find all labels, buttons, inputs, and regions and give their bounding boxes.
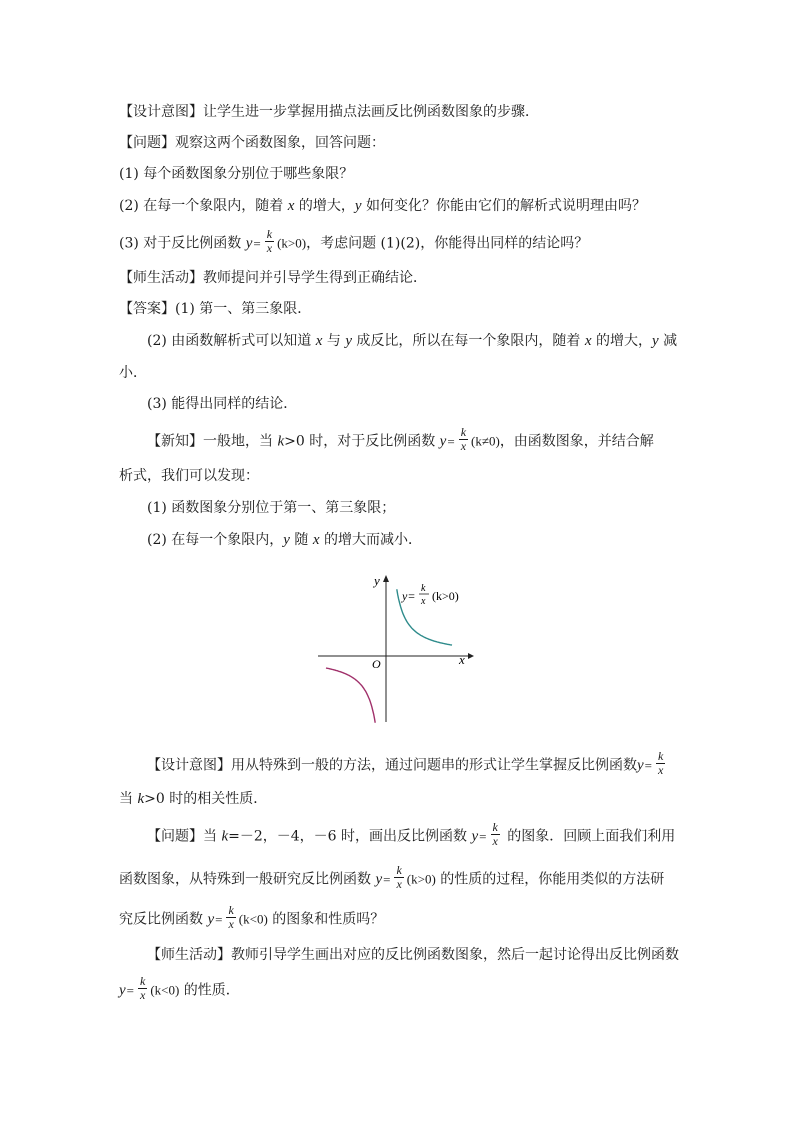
question-item-2: (2) 在每一个象限内，随着 x 的增大，y 如何变化？你能由它们的解析式说明理由吗？ bbox=[119, 198, 646, 214]
fraction: $\frac{k}{x}$ bbox=[140, 974, 146, 1002]
answer-1: 【答案】(1) 第一、第三象限． bbox=[119, 301, 312, 317]
property-2: (2) 在每一个象限内，y 随 x 的增大而减小． bbox=[147, 532, 422, 548]
fraction: $\frac{k}{x}$ bbox=[658, 749, 664, 777]
section-tag: 【师生活动】 bbox=[147, 947, 231, 963]
section-tag: 【问题】 bbox=[119, 135, 175, 151]
section-tag: 【问题】 bbox=[147, 828, 203, 845]
question-item-1: (1) 每个函数图象分别位于哪些象限？ bbox=[119, 166, 354, 182]
y-axis-arrow bbox=[383, 575, 389, 582]
section-tag: 【答案】 bbox=[119, 301, 175, 317]
section-tag: 【设计意图】 bbox=[119, 104, 203, 120]
design-intent-2-cont: 当 k>0 时的相关性质． bbox=[119, 791, 268, 807]
x-axis-label: x bbox=[459, 652, 465, 667]
fraction: $\frac{k}{x}$ bbox=[396, 863, 402, 891]
y-axis-label: y bbox=[374, 573, 380, 588]
curve-label bbox=[401, 583, 459, 607]
teacher-activity-2-cont: y= $\frac{k}{x}$ (k<0) 的性质． bbox=[119, 974, 240, 1002]
property-1: (1) 函数图象分别位于第一、第三象限； bbox=[147, 500, 396, 516]
x-axis-arrow bbox=[468, 653, 474, 659]
hyperbola-graph bbox=[318, 572, 478, 724]
design-intent-1 bbox=[119, 101, 679, 123]
formula: y bbox=[207, 911, 215, 928]
svg-text:x: x bbox=[421, 596, 426, 607]
formula: y bbox=[245, 235, 253, 252]
question-2-cont-2: 究反比例函数 y= $\frac{k}{x}$ (k<0) 的图象和性质吗？ bbox=[119, 903, 385, 931]
new-knowledge: 【新知】一般地，当 k>0 时，对于反比例函数 y= $\frac{k}{x}$ (k≠0)，由函数图象，并结合解 bbox=[147, 425, 654, 453]
question-item-3: (3) 对于反比例函数 y= $\frac{k}{x}$ (k>0)，考虑问题 (1)(2)，你能得出同样的结论吗？ bbox=[119, 227, 589, 255]
svg-text:y=: y= bbox=[402, 589, 416, 603]
teacher-activity-1: 【师生活动】教师提问并引导学生得到正确结论． bbox=[119, 270, 427, 286]
teacher-activity-2: 【师生活动】教师引导学生画出对应的反比例函数图象，然后一起讨论得出反比例函数 bbox=[147, 947, 679, 963]
section-tag: 【设计意图】 bbox=[147, 757, 231, 774]
question-2-cont: 函数图象，从特殊到一般研究反比例函数 y= $\frac{k}{x}$ (k>0) 的性质的过程，你能用类似的方法研 bbox=[119, 863, 665, 891]
formula: y bbox=[439, 433, 447, 450]
fraction: $\frac{k}{x}$ bbox=[492, 820, 498, 848]
formula: y bbox=[119, 982, 126, 999]
answer-3: (3) 能得出同样的结论． bbox=[147, 396, 298, 412]
fraction: $\frac{k}{x}$ bbox=[228, 903, 234, 931]
svg-text:(k>0): (k>0) bbox=[432, 589, 459, 603]
formula: y bbox=[375, 871, 383, 888]
design-intent-2: 【设计意图】用从特殊到一般的方法，通过问题串的形式让学生掌握反比例函数y= $\frac{k}{x}$ bbox=[147, 749, 664, 777]
section-tag: 【师生活动】 bbox=[119, 270, 203, 286]
formula: y bbox=[471, 828, 479, 845]
fraction: $\frac{k}{x}$ bbox=[460, 425, 467, 453]
formula: y bbox=[637, 757, 644, 774]
paragraph-text: 观察这两个函数图象，回答问题： bbox=[175, 135, 385, 151]
section-tag: 【新知】 bbox=[147, 433, 203, 450]
svg-text:k: k bbox=[421, 583, 426, 594]
question-2: 【问题】当 k=－2，－4，－6 时，画出反比例函数 y= $\frac{k}{x}$ 的图象．回顾上面我们利用 bbox=[147, 820, 676, 848]
answer-2-cont: 小． bbox=[119, 365, 147, 381]
origin-label: O bbox=[372, 657, 381, 671]
curve-quadrant-3 bbox=[326, 668, 375, 723]
answer-2: (2) 由函数解析式可以知道 x 与 y 成反比，所以在每一个象限内，随着 x 的增大，y 减 bbox=[147, 333, 678, 349]
question-1 bbox=[119, 132, 679, 154]
new-knowledge-cont: 析式，我们可以发现： bbox=[119, 468, 259, 484]
paragraph-text: 让学生进一步掌握用描点法画反比例函数图象的步骤． bbox=[203, 104, 539, 120]
fraction: $\frac{k}{x}$ bbox=[266, 227, 273, 255]
